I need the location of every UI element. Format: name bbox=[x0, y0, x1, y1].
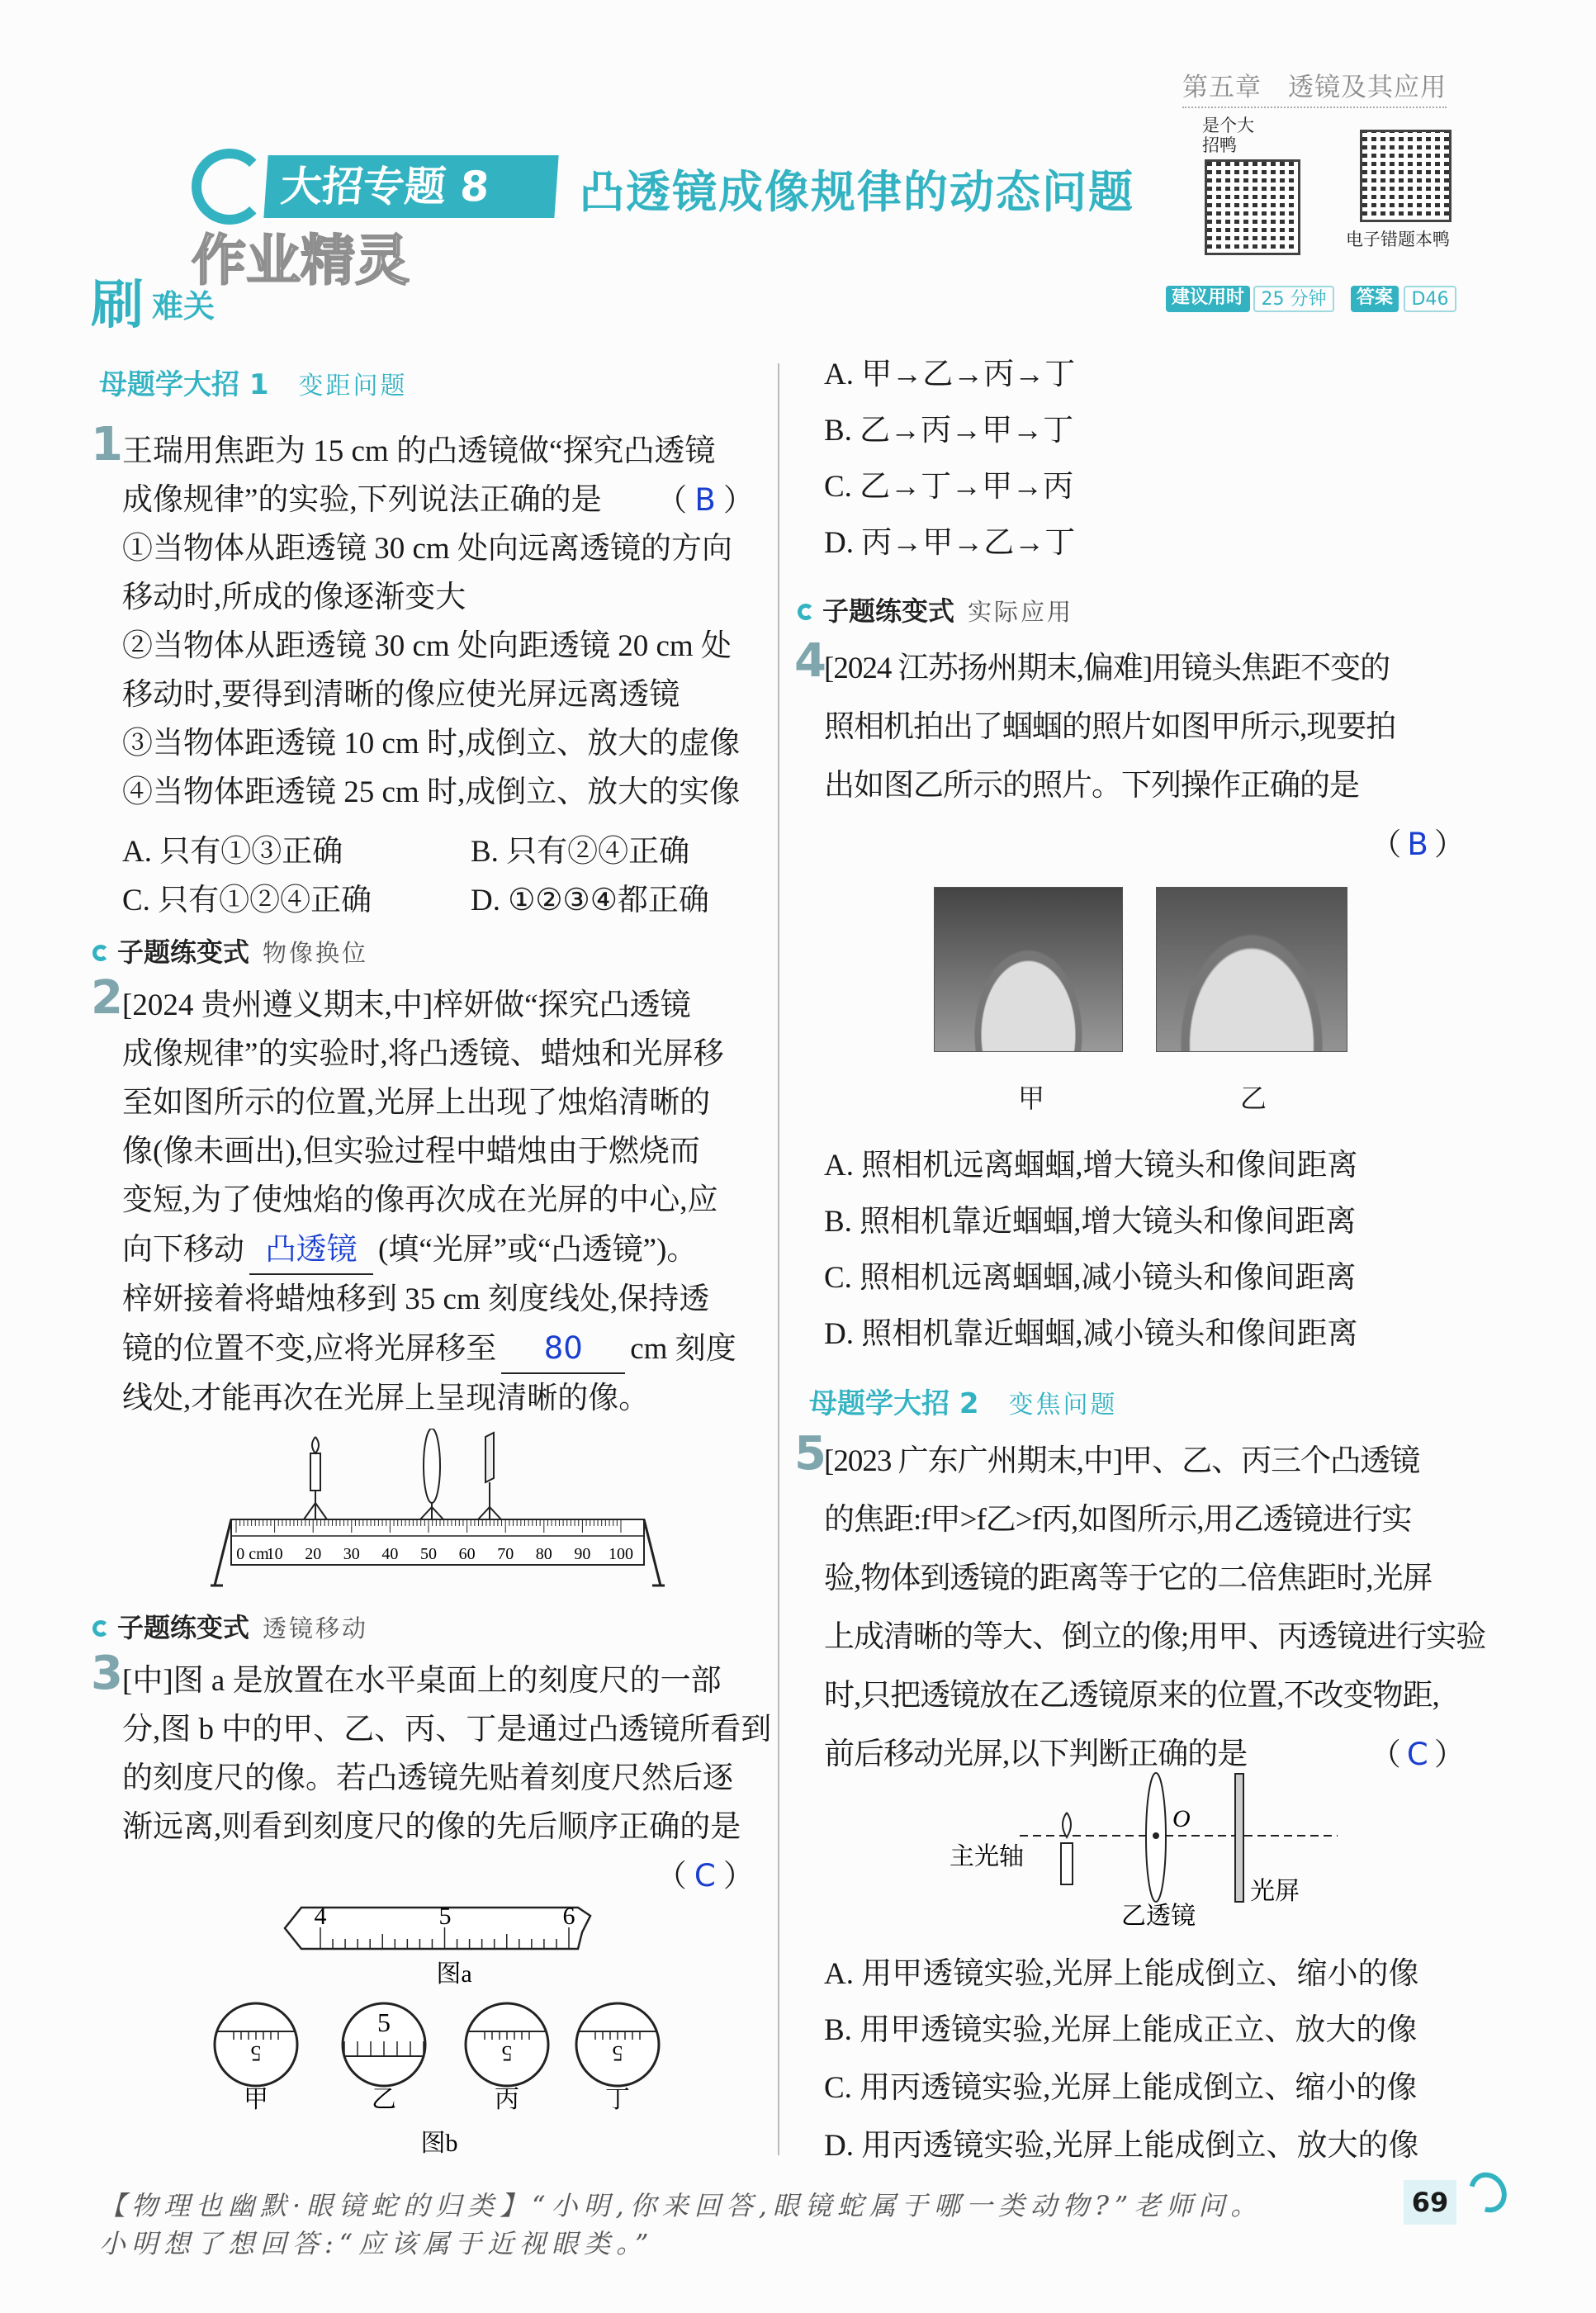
footer-joke-line-1: 【物理也幽默·眼镜蛇的归类】“小明,你来回答,眼镜蛇属于哪一类动物?”老师问。 bbox=[99, 2190, 1263, 2221]
level-label: 难关 bbox=[152, 288, 215, 325]
candle-icon bbox=[304, 1437, 327, 1519]
line-text: 镜的位置不变,应将光屏移至 bbox=[122, 1332, 497, 1366]
photo-label: 甲 bbox=[1018, 1083, 1045, 1113]
qr-code[interactable] bbox=[1205, 159, 1300, 255]
question-number: 1 bbox=[91, 418, 123, 472]
lens-view-3 bbox=[576, 2003, 659, 2113]
section-bullet-icon bbox=[798, 604, 814, 620]
tick-label: 4 bbox=[314, 1903, 327, 1930]
option-c[interactable]: C. 用丙透镜实验,光屏上能成倒立、缩小的像 bbox=[824, 2071, 1418, 2105]
subsection-title: 子题练变式 bbox=[117, 1612, 250, 1643]
tick-label: 5 bbox=[438, 1903, 452, 1930]
text-line: 验,物体到透镜的距离等于它的二倍焦距时,光屏 bbox=[824, 1562, 1433, 1595]
scale-digit: 5 bbox=[612, 2041, 623, 2065]
scale-digit: 5 bbox=[250, 2041, 262, 2065]
option-b[interactable]: B. 用甲透镜实验,光屏上能成正立、放大的像 bbox=[824, 2013, 1418, 2047]
chapter-title: 第五章 透镜及其应用 bbox=[1182, 66, 1447, 108]
text-line: 上成清晰的等大、倒立的像;用甲、丙透镜进行实验 bbox=[824, 1620, 1486, 1654]
subsection-heading bbox=[798, 590, 1073, 628]
photo-cricket-near bbox=[1156, 887, 1347, 1052]
subsection-heading bbox=[92, 1607, 368, 1645]
text-line: 像(像未画出),但实验过程中蜡烛由于燃烧而 bbox=[122, 1135, 700, 1168]
watermark: 作业精灵 bbox=[192, 229, 410, 292]
answer-label: 答案 bbox=[1351, 286, 1399, 312]
subsection-subtitle: 透镜移动 bbox=[263, 1614, 369, 1642]
question-number: 3 bbox=[91, 1647, 123, 1700]
text-line bbox=[122, 1225, 754, 1275]
axis-label: 主光轴 bbox=[950, 1843, 1024, 1870]
scale-digit: 5 bbox=[501, 2041, 513, 2065]
question-1-text bbox=[122, 427, 754, 817]
ruler-label: 70 bbox=[497, 1545, 514, 1563]
lens-view-label: 丙 bbox=[495, 2086, 519, 2113]
section-bullet-icon bbox=[92, 1620, 109, 1637]
ruler-label: 50 bbox=[420, 1545, 437, 1563]
option-c[interactable]: C. 乙→丁→甲→丙 bbox=[824, 470, 1074, 504]
text-line: [中]图 a 是放置在水平桌面上的刻度尺的一部 bbox=[122, 1664, 722, 1698]
question-3-text bbox=[122, 1657, 772, 1894]
section-heading-2 bbox=[809, 1381, 1118, 1421]
text-line: [2023 广东广州期末,中]甲、乙、丙三个凸透镜 bbox=[824, 1444, 1420, 1478]
text-line: 至如图所示的位置,光屏上出现了烛焰清晰的 bbox=[122, 1086, 711, 1120]
screen-icon bbox=[478, 1433, 501, 1519]
text-line: 照相机拍出了蝈蝈的照片如图甲所示,现要拍 bbox=[824, 710, 1396, 744]
text-line: 的焦距:f甲>f乙>f丙,如图所示,用乙透镜进行实 bbox=[824, 1503, 1412, 1537]
option-c[interactable]: C. 照相机远离蝈蝈,减小镜头和像间距离 bbox=[824, 1261, 1357, 1295]
section-title: 母题学大招 2 bbox=[809, 1387, 979, 1420]
option-a[interactable]: A. 用甲透镜实验,光屏上能成倒立、缩小的像 bbox=[824, 1957, 1419, 1991]
text-line bbox=[122, 1324, 754, 1374]
option-a[interactable]: A. 照相机远离蝈蝈,增大镜头和像间距离 bbox=[824, 1149, 1358, 1183]
ruler-label: 80 bbox=[535, 1545, 552, 1563]
answer-bracket[interactable]: （ C ） bbox=[1370, 1737, 1464, 1772]
qr1-label: 是个大招鸭 bbox=[1202, 116, 1254, 155]
text-line: 变短,为了使烛焰的像再次成在光屏的中心,应 bbox=[122, 1183, 718, 1217]
fill-in-answer[interactable]: 80 bbox=[501, 1324, 625, 1374]
center-label: O bbox=[1172, 1805, 1191, 1832]
photo-cricket-far bbox=[934, 887, 1123, 1052]
lens-view-0 bbox=[215, 2003, 297, 2113]
column-divider bbox=[778, 363, 779, 2155]
line-text: 前后移动光屏,以下判断正确的是 bbox=[824, 1737, 1248, 1771]
screen-label: 光屏 bbox=[1250, 1878, 1300, 1905]
text-line: 成像规律”的实验时,将凸透镜、蜡烛和光屏移 bbox=[122, 1037, 724, 1071]
level-char: 刷 bbox=[91, 275, 144, 336]
ruler-label: 0 cm bbox=[236, 1545, 269, 1563]
question-number: 5 bbox=[794, 1427, 826, 1481]
option-c[interactable]: C. 只有①②④正确 bbox=[122, 884, 372, 917]
question-4-text bbox=[824, 639, 1464, 862]
lens-label: 乙透镜 bbox=[1121, 1903, 1196, 1930]
qr-code[interactable] bbox=[1360, 130, 1452, 222]
option-b[interactable]: B. 照相机靠近蝈蝈,增大镜头和像间距离 bbox=[824, 1205, 1357, 1239]
text-line: 线处,才能再次在光屏上呈现清晰的像。 bbox=[122, 1382, 650, 1415]
footer-joke-line-2: 小明想了想回答:“应该属于近视眼类。” bbox=[99, 2228, 655, 2259]
text-line: 分,图 b 中的甲、乙、丙、丁是通过凸透镜所看到 bbox=[122, 1713, 772, 1747]
choice-answer: B bbox=[694, 482, 716, 518]
text-line bbox=[122, 476, 754, 524]
text-line: ③当物体距透镜 10 cm 时,成倒立、放大的虚像 bbox=[122, 727, 741, 761]
option-d[interactable]: D. ①②③④都正确 bbox=[471, 884, 709, 917]
time-value: 25 分钟 bbox=[1253, 286, 1334, 312]
section-heading-1 bbox=[99, 362, 408, 402]
lens-view-label: 甲 bbox=[244, 2086, 268, 2113]
option-d[interactable]: D. 用丙透镜实验,光屏上能成倒立、放大的像 bbox=[824, 2129, 1419, 2163]
text-line: [2024 贵州遵义期末,中]梓妍做“探究凸透镜 bbox=[122, 988, 691, 1022]
subsection-heading bbox=[92, 931, 368, 969]
choice-answer: C bbox=[1406, 1737, 1428, 1772]
screen-icon bbox=[1235, 1774, 1243, 1902]
text-line: [2024 江苏扬州期末,偏难]用镜头焦距不变的 bbox=[824, 652, 1390, 685]
text-line: ②当物体从距透镜 30 cm 处向距透镜 20 cm 处 bbox=[122, 629, 732, 663]
ruler-label: 30 bbox=[343, 1545, 360, 1563]
text-line: ①当物体从距透镜 30 cm 处向远离透镜的方向 bbox=[122, 532, 732, 566]
lens-view-1 bbox=[343, 2003, 425, 2113]
scale-digit: 5 bbox=[377, 2007, 391, 2037]
subsection-title: 子题练变式 bbox=[822, 595, 955, 627]
line-text: 向下移动 bbox=[122, 1233, 244, 1267]
lens-view-label: 丁 bbox=[605, 2086, 630, 2113]
text-line: 王瑞用焦距为 15 cm 的凸透镜做“探究凸透镜 bbox=[122, 434, 716, 468]
lens-view-label: 乙 bbox=[372, 2086, 396, 2113]
line-text: cm 刻度 bbox=[630, 1332, 736, 1366]
lens-setup-diagram bbox=[941, 1767, 1354, 1932]
photo-label: 乙 bbox=[1240, 1083, 1267, 1113]
answer-bracket[interactable]: （ B ） bbox=[1371, 827, 1464, 862]
topic-badge: 大招专题 8 bbox=[263, 155, 558, 218]
question-2-text bbox=[122, 981, 754, 1423]
figure-caption: 图a bbox=[436, 1960, 472, 1988]
ruler-label: 40 bbox=[381, 1545, 399, 1563]
choice-answer: C bbox=[694, 1858, 716, 1894]
subsection-subtitle: 实际应用 bbox=[968, 598, 1074, 626]
ruler-label: 20 bbox=[305, 1545, 322, 1563]
optical-bench-figure bbox=[198, 1429, 685, 1594]
page-title: 凸透镜成像规律的动态问题 bbox=[580, 166, 1134, 218]
section-subtitle: 变距问题 bbox=[298, 372, 408, 401]
qr2-label: 电子错题本鸭 bbox=[1346, 230, 1450, 249]
figure-b-lens-views bbox=[206, 1998, 669, 2164]
text-line: ④当物体距透镜 25 cm 时,成倒立、放大的实像 bbox=[122, 775, 741, 809]
topic-logo-icon bbox=[192, 149, 268, 225]
option-a[interactable]: A. 只有①③正确 bbox=[122, 835, 343, 869]
text-line: 移动时,要得到清晰的像应使光屏远离透镜 bbox=[122, 678, 680, 712]
ruler-label: 60 bbox=[458, 1545, 476, 1563]
page-number: 69 bbox=[1404, 2180, 1456, 2225]
section-title: 母题学大招 1 bbox=[99, 368, 269, 401]
question-5-text bbox=[824, 1432, 1486, 1784]
figure-a-ruler bbox=[272, 1891, 603, 1990]
option-b[interactable]: B. 只有②④正确 bbox=[471, 835, 690, 869]
subsection-subtitle: 物像换位 bbox=[263, 939, 369, 967]
answer-ref: D46 bbox=[1404, 286, 1456, 312]
text-line: 的刻度尺的像。若凸透镜先贴着刻度尺然后逐 bbox=[122, 1761, 733, 1795]
text-line: 梓妍接着将蜡烛移到 35 cm 刻度线处,保持透 bbox=[122, 1282, 710, 1316]
lens-icon bbox=[420, 1429, 443, 1519]
answer-bracket[interactable]: （ B ） bbox=[656, 482, 754, 518]
answer-bracket[interactable]: （ C ） bbox=[656, 1858, 754, 1894]
ruler-label: 90 bbox=[574, 1545, 591, 1563]
swirl-decoration-icon bbox=[1461, 2165, 1513, 2219]
section-subtitle: 变焦问题 bbox=[1008, 1391, 1118, 1420]
ruler-label: 10 bbox=[266, 1545, 283, 1563]
text-line: 移动时,所成的像逐渐变大 bbox=[122, 581, 466, 614]
section-bullet-icon bbox=[92, 945, 109, 961]
candle-icon bbox=[1061, 1813, 1073, 1884]
option-d[interactable]: D. 照相机靠近蝈蝈,减小镜头和像间距离 bbox=[824, 1317, 1358, 1351]
lens-view-2 bbox=[466, 2003, 548, 2113]
subsection-title: 子题练变式 bbox=[117, 936, 250, 968]
line-text: 成像规律”的实验,下列说法正确的是 bbox=[122, 483, 602, 517]
line-text: (填“光屏”或“凸透镜”)。 bbox=[378, 1233, 698, 1267]
text-line: 时,只把透镜放在乙透镜原来的位置,不改变物距, bbox=[824, 1679, 1439, 1713]
question-number: 2 bbox=[91, 971, 123, 1025]
option-a[interactable]: A. 甲→乙→丙→丁 bbox=[824, 358, 1076, 391]
figure-caption: 图b bbox=[420, 2130, 458, 2157]
option-b[interactable]: B. 乙→丙→甲→丁 bbox=[824, 414, 1074, 448]
question-number: 4 bbox=[794, 634, 826, 688]
fill-in-answer[interactable]: 凸透镜 bbox=[249, 1225, 373, 1275]
tick-label: 6 bbox=[562, 1903, 575, 1930]
text-line: 渐远离,则看到刻度尺的像的先后顺序正确的是 bbox=[122, 1810, 741, 1844]
time-label: 建议用时 bbox=[1166, 286, 1250, 312]
option-d[interactable]: D. 丙→甲→乙→丁 bbox=[824, 526, 1076, 560]
ruler-label: 100 bbox=[609, 1545, 633, 1563]
text-line: 出如图乙所示的照片。下列操作正确的是 bbox=[824, 769, 1359, 803]
choice-answer: B bbox=[1407, 827, 1428, 862]
